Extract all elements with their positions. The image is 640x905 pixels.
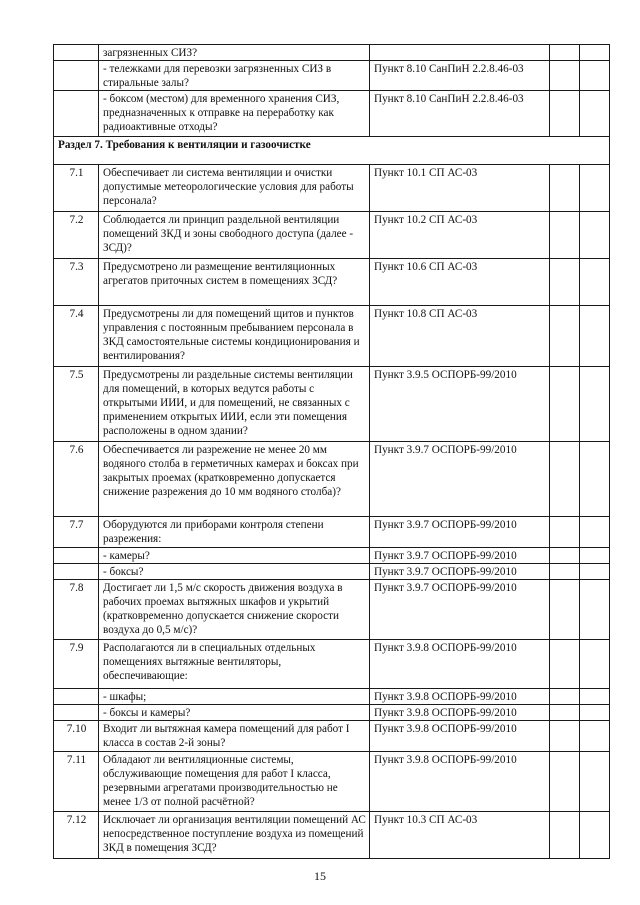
requirement-text: - боксы и камеры? xyxy=(99,705,370,721)
check-cell xyxy=(550,752,580,812)
item-number xyxy=(54,45,99,61)
check-cell xyxy=(550,91,580,137)
item-number xyxy=(54,91,99,137)
requirement-text: - камеры? xyxy=(99,548,370,564)
regulation-reference: Пункт 3.9.8 ОСПОРБ-99/2010 xyxy=(370,752,550,812)
regulation-reference: Пункт 3.9.7 ОСПОРБ-99/2010 xyxy=(370,442,550,517)
table-row xyxy=(54,165,610,212)
requirement-text: Обладают ли вентиляционные системы, обслуживающие помещения для работ I класса, резервными агрегатами производительностью не менее 1/3 от полной расчётной? xyxy=(99,752,370,812)
item-number: 7.2 xyxy=(54,212,99,259)
requirement-text: Соблюдается ли принцип раздельной вентиляции помещений ЗКД и зоны свободного доступа (далее - ЗСД)? xyxy=(99,212,370,259)
check-cell xyxy=(580,259,610,306)
check-cell xyxy=(580,212,610,259)
regulation-reference: Пункт 10.3 СП АС-03 xyxy=(370,812,550,859)
item-number: 7.1 xyxy=(54,165,99,212)
check-cell xyxy=(550,45,580,61)
check-cell xyxy=(550,548,580,564)
check-cell xyxy=(550,61,580,91)
check-cell xyxy=(550,367,580,442)
check-cell xyxy=(580,45,610,61)
table-row xyxy=(54,306,610,367)
regulation-reference: Пункт 3.9.7 ОСПОРБ-99/2010 xyxy=(370,548,550,564)
requirement-text: загрязненных СИЗ? xyxy=(99,45,370,61)
table-row xyxy=(54,91,610,137)
requirement-text: Исключает ли организация вентиляции помещений АС непосредственное поступление воздуха из помещений ЗКД в помещения ЗСД? xyxy=(99,812,370,859)
requirements-table xyxy=(53,44,610,859)
item-number: 7.8 xyxy=(54,580,99,640)
regulation-reference: Пункт 10.1 СП АС-03 xyxy=(370,165,550,212)
requirement-text: Обеспечивается ли разрежение не менее 20 мм водяного столба в герметичных камерах и боксах при закрытых проемах (кратковременно допускается снижение разрежения до 10 мм водяного столба)? xyxy=(99,442,370,517)
requirement-text: Входит ли вытяжная камера помещений для работ I класса в состав 2-й зоны? xyxy=(99,721,370,752)
regulation-reference: Пункт 3.9.8 ОСПОРБ-99/2010 xyxy=(370,705,550,721)
item-number: 7.7 xyxy=(54,517,99,548)
requirement-text: - боксом (местом) для временного хранения СИЗ, предназначенных к отправке на переработку как радиоактивные отходы? xyxy=(99,91,370,137)
item-number xyxy=(54,61,99,91)
regulation-reference: Пункт 3.9.8 ОСПОРБ-99/2010 xyxy=(370,640,550,689)
item-number: 7.10 xyxy=(54,721,99,752)
requirement-text: Оборудуются ли приборами контроля степени разрежения: xyxy=(99,517,370,548)
table-row xyxy=(54,259,610,306)
check-cell xyxy=(580,306,610,367)
table-row xyxy=(54,812,610,859)
requirement-text: Обеспечивает ли система вентиляции и очистки допустимые метеорологические условия для работы персонала? xyxy=(99,165,370,212)
check-cell xyxy=(580,640,610,689)
check-cell xyxy=(550,165,580,212)
item-number: 7.9 xyxy=(54,640,99,689)
table-row xyxy=(54,517,610,548)
check-cell xyxy=(550,721,580,752)
check-cell xyxy=(580,721,610,752)
item-number xyxy=(54,689,99,705)
requirement-text: Предусмотрены ли раздельные системы вентиляции для помещений, в которых ведутся работы с открытыми ИИИ, и для помещений, не связанных с применением открытых ИИИ, если эти помещения расположены в одном здании? xyxy=(99,367,370,442)
check-cell xyxy=(580,689,610,705)
check-cell xyxy=(580,165,610,212)
item-number xyxy=(54,705,99,721)
requirement-text: Располагаются ли в специальных отдельных помещениях вытяжные вентиляторы, обеспечивающие: xyxy=(99,640,370,689)
regulation-reference xyxy=(370,45,550,61)
check-cell xyxy=(580,752,610,812)
table-row xyxy=(54,442,610,517)
requirement-text: - тележками для перевозки загрязненных СИЗ в стиральные залы? xyxy=(99,61,370,91)
requirement-text: Предусмотрено ли размещение вентиляционных агрегатов приточных систем в помещениях ЗСД? xyxy=(99,259,370,306)
check-cell xyxy=(580,91,610,137)
check-cell xyxy=(550,212,580,259)
requirement-text: - шкафы; xyxy=(99,689,370,705)
item-number: 7.3 xyxy=(54,259,99,306)
table-row xyxy=(54,721,610,752)
check-cell xyxy=(550,705,580,721)
table-row xyxy=(54,564,610,580)
table-row xyxy=(54,548,610,564)
table-row xyxy=(54,45,610,61)
check-cell xyxy=(580,367,610,442)
table-row xyxy=(54,367,610,442)
item-number xyxy=(54,564,99,580)
check-cell xyxy=(550,640,580,689)
check-cell xyxy=(550,689,580,705)
check-cell xyxy=(580,812,610,859)
section-heading: Раздел 7. Требования к вентиляции и газоочистке xyxy=(54,137,610,165)
item-number: 7.6 xyxy=(54,442,99,517)
check-cell xyxy=(550,564,580,580)
check-cell xyxy=(550,306,580,367)
regulation-reference: Пункт 10.2 СП АС-03 xyxy=(370,212,550,259)
check-cell xyxy=(580,580,610,640)
item-number: 7.12 xyxy=(54,812,99,859)
check-cell xyxy=(580,564,610,580)
table-row xyxy=(54,705,610,721)
item-number: 7.11 xyxy=(54,752,99,812)
table-row xyxy=(54,689,610,705)
check-cell xyxy=(550,259,580,306)
check-cell xyxy=(550,517,580,548)
check-cell xyxy=(550,812,580,859)
check-cell xyxy=(580,61,610,91)
regulation-reference: Пункт 10.6 СП АС-03 xyxy=(370,259,550,306)
table-row xyxy=(54,752,610,812)
regulation-reference: Пункт 10.8 СП АС-03 xyxy=(370,306,550,367)
check-cell xyxy=(550,442,580,517)
table-row xyxy=(54,580,610,640)
check-cell xyxy=(580,517,610,548)
check-cell xyxy=(580,442,610,517)
regulation-reference: Пункт 3.9.8 ОСПОРБ-99/2010 xyxy=(370,721,550,752)
item-number xyxy=(54,548,99,564)
regulation-reference: Пункт 3.9.8 ОСПОРБ-99/2010 xyxy=(370,689,550,705)
check-cell xyxy=(580,548,610,564)
check-cell xyxy=(580,705,610,721)
regulation-reference: Пункт 3.9.7 ОСПОРБ-99/2010 xyxy=(370,564,550,580)
regulation-reference: Пункт 8.10 СанПиН 2.2.8.46-03 xyxy=(370,61,550,91)
requirement-text: Предусмотрены ли для помещений щитов и пунктов управления с постоянным пребыванием персонала в ЗКД самостоятельные системы кондиционирования и вентилирования? xyxy=(99,306,370,367)
check-cell xyxy=(550,580,580,640)
table-row xyxy=(54,61,610,91)
item-number: 7.4 xyxy=(54,306,99,367)
table-row xyxy=(54,212,610,259)
regulation-reference: Пункт 3.9.5 ОСПОРБ-99/2010 xyxy=(370,367,550,442)
regulation-reference: Пункт 8.10 СанПиН 2.2.8.46-03 xyxy=(370,91,550,137)
page-number: 15 xyxy=(314,869,326,883)
regulation-reference: Пункт 3.9.7 ОСПОРБ-99/2010 xyxy=(370,580,550,640)
requirement-text: - боксы? xyxy=(99,564,370,580)
section-row xyxy=(54,137,610,165)
requirement-text: Достигает ли 1,5 м/с скорость движения воздуха в рабочих проемах вытяжных шкафов и укрытий (кратковременно допускается снижение скорости воздуха до 0,5 м/с)? xyxy=(99,580,370,640)
regulation-reference: Пункт 3.9.7 ОСПОРБ-99/2010 xyxy=(370,517,550,548)
item-number: 7.5 xyxy=(54,367,99,442)
table-row xyxy=(54,640,610,689)
